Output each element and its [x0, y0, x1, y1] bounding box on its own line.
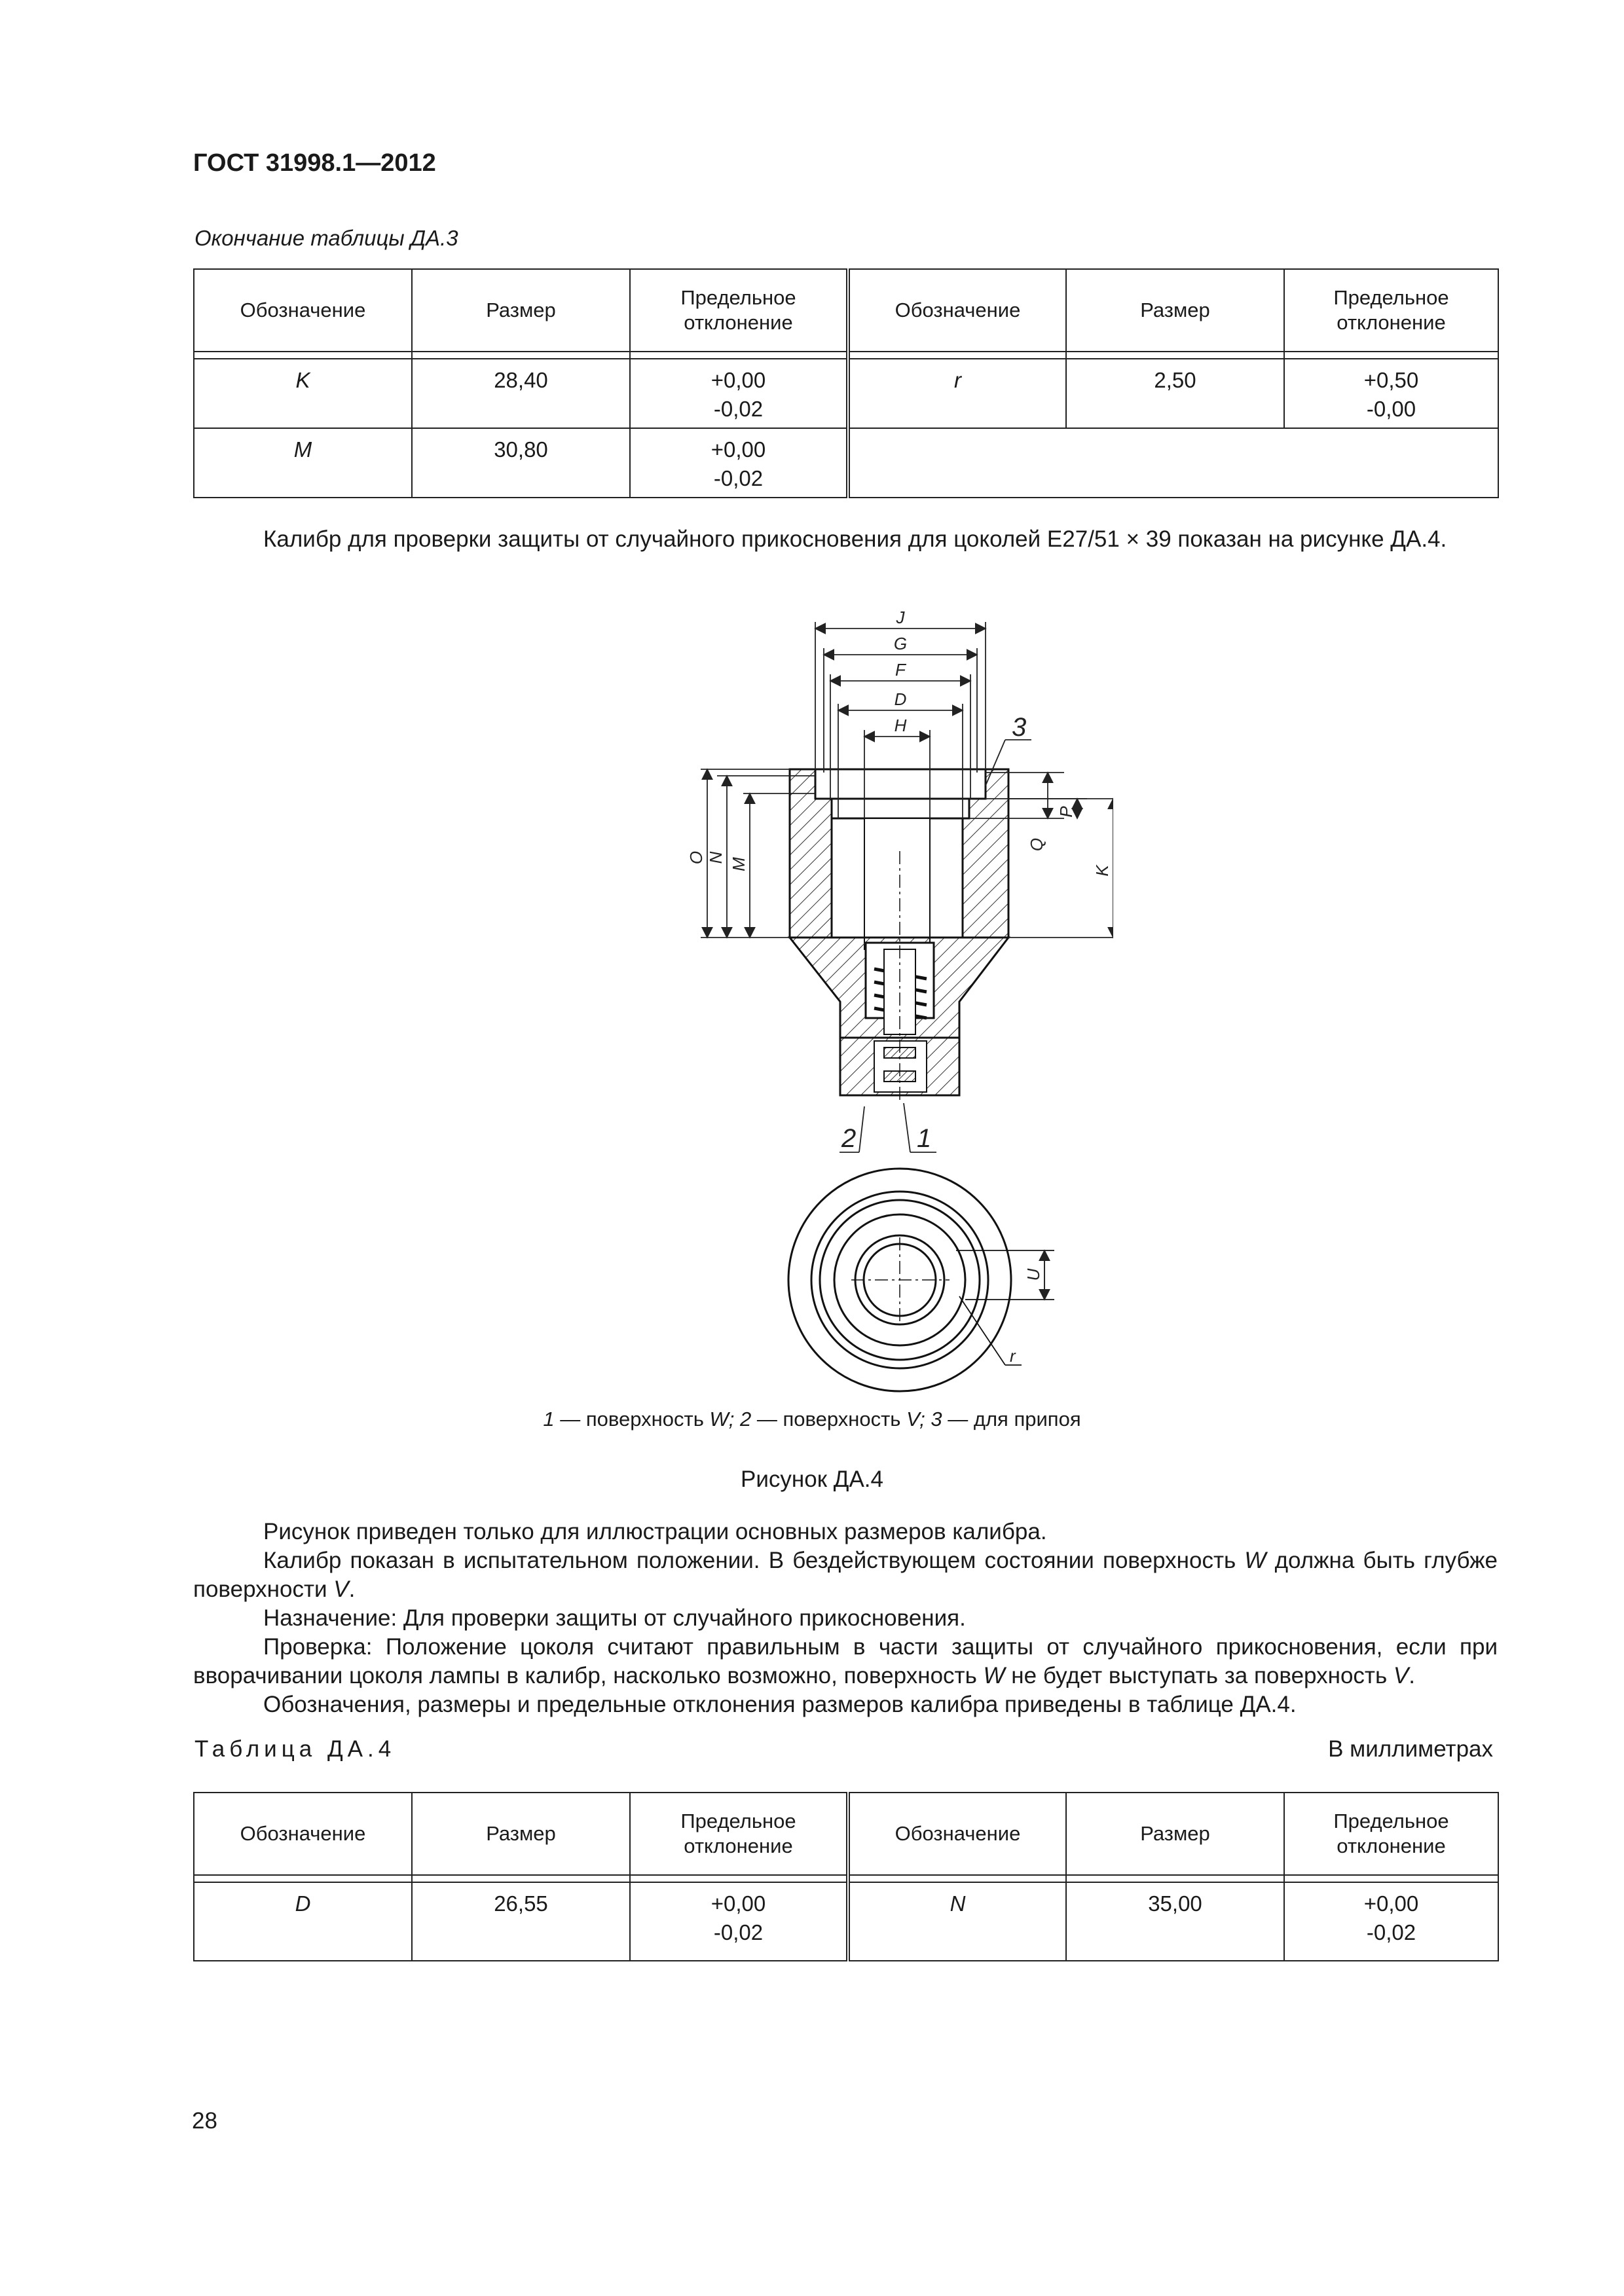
designation-cell: M — [194, 428, 412, 498]
tolerance-cell: +0,00 -0,02 — [630, 428, 848, 498]
size-cell: 28,40 — [412, 359, 630, 428]
dim-label-g: G — [893, 634, 908, 653]
designation-cell: D — [194, 1882, 412, 1961]
dim-label-h: H — [894, 716, 907, 735]
dim-label-k: K — [1092, 865, 1112, 877]
header-cell: Предельное отклонение — [1284, 1793, 1498, 1875]
header-cell: Предельное отклонение — [630, 269, 848, 352]
size-cell: 30,80 — [412, 428, 630, 498]
dim-label-u: U — [1024, 1268, 1043, 1281]
tolerance-cell: +0,00 -0,02 — [630, 359, 848, 428]
table-da4-units: В миллиметрах — [1328, 1736, 1493, 1762]
dim-label-j: J — [896, 608, 905, 627]
empty-cell — [848, 428, 1498, 498]
size-cell: 2,50 — [1066, 359, 1284, 428]
table-da3-caption: Окончание таблицы ДА.3 — [194, 226, 458, 250]
header-cell: Обозначение — [194, 269, 412, 352]
dim-label-q: Q — [1027, 837, 1046, 852]
dim-label-m: M — [729, 857, 748, 871]
header-cell: Обозначение — [194, 1793, 412, 1875]
intro-paragraph: Калибр для проверки защиты от случайного прикосновения для цоколей E27/51 × 39 показан на рисунке ДА.4. — [263, 526, 1447, 552]
paragraph: Обозначения, размеры и предельные отклонения размеров калибра приведены в таблице ДА.4. — [263, 1692, 1297, 1717]
dim-label-d: D — [894, 689, 907, 709]
figure-caption: Рисунок ДА.4 — [741, 1467, 883, 1492]
dim-label-r: r — [1010, 1346, 1016, 1366]
callout-3: 3 — [1012, 713, 1027, 742]
figure-legend: 1 — поверхность W; 2 — поверхность V; 3 — для припоя — [543, 1408, 1081, 1430]
dim-label-n: N — [706, 851, 726, 864]
size-cell: 35,00 — [1066, 1882, 1284, 1961]
table-row — [194, 359, 1498, 428]
header-cell: Размер — [1066, 1793, 1284, 1875]
paragraph: Назначение: Для проверки защиты от случайного прикосновения. — [263, 1605, 966, 1631]
designation-cell: N — [848, 1882, 1066, 1961]
table-header-row — [194, 1793, 1498, 1875]
page-number: 28 — [192, 2108, 217, 2134]
paragraph: Проверка: Положение цоколя считают правильным в части защиты от случайного прикосновения, если при вворачивании цоколя лампы в калибр, насколько возможно, поверхность W не будет выступать за поверхность V. — [193, 1634, 1498, 1688]
dim-label-p: P — [1056, 806, 1076, 818]
header-cell: Обозначение — [848, 269, 1066, 352]
document-header: ГОСТ 31998.1—2012 — [193, 149, 436, 177]
table-da4 — [193, 1792, 1499, 1961]
callout-2: 2 — [841, 1124, 857, 1153]
table-header-row — [194, 269, 1498, 352]
table-row — [194, 428, 1498, 498]
tolerance-cell: +0,00 -0,02 — [1284, 1882, 1498, 1961]
header-cell: Размер — [412, 269, 630, 352]
dim-label-o: O — [686, 850, 706, 865]
paragraph: Калибр показан в испытательном положении. В бездействующем состоянии поверхность W должна быть глубже поверхности V. — [193, 1548, 1498, 1602]
header-cell: Размер — [412, 1793, 630, 1875]
header-cell: Размер — [1066, 269, 1284, 352]
size-cell: 26,55 — [412, 1882, 630, 1961]
tolerance-cell: +0,50 -0,00 — [1284, 359, 1498, 428]
gauge-drawing — [655, 589, 1113, 1401]
paragraph: Рисунок приведен только для иллюстрации основных размеров калибра. — [263, 1519, 1047, 1544]
designation-cell: K — [194, 359, 412, 428]
table-da3 — [193, 268, 1499, 498]
dim-label-f: F — [895, 660, 906, 680]
header-cell: Предельное отклонение — [630, 1793, 848, 1875]
table-da4-label: Таблица ДА.4 — [194, 1736, 396, 1762]
header-cell: Обозначение — [848, 1793, 1066, 1875]
tolerance-cell: +0,00 -0,02 — [630, 1882, 848, 1961]
callout-1: 1 — [917, 1124, 932, 1153]
table-row — [194, 1882, 1498, 1961]
designation-cell: r — [848, 359, 1066, 428]
header-cell: Предельное отклонение — [1284, 269, 1498, 352]
